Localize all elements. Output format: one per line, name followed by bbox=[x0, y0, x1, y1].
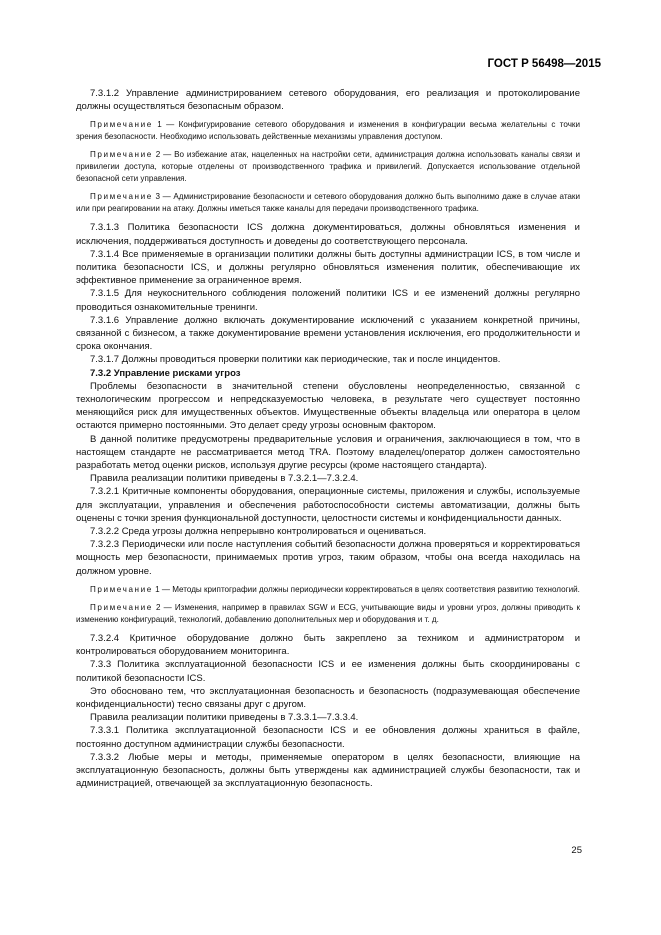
note-text: 3 — Администрирование безопасности и сетевого оборудования должно быть выполнимо даже в случае атаки или при реагировании на атаку. Должны иметься также каналы для передачи производственного трафика. bbox=[76, 192, 580, 214]
body-paragraph: 7.3.1.7 Должны проводиться проверки политики как периодические, так и после инцидентов. bbox=[90, 354, 501, 366]
body-paragraph: 7.3.2.3 Периодически или после наступления событий безопасности должна проверяться и корректироваться мощность мер безопасности, принимаемых против угроз, таким образом, чтобы она всегда находилась на должном уровне. bbox=[76, 539, 580, 577]
body-paragraph: 7.3.2.2 Среда угрозы должна непрерывно контролироваться и оцениваться. bbox=[90, 526, 427, 538]
body-paragraph: 7.3.1.6 Управление должно включать документирование исключений с указанием конкретной причины, связанной с бизнесом, а также документирование времени установления исключения, его продолжительности и срока окончания. bbox=[76, 314, 580, 353]
body-paragraph: 7.3.1.3 Политика безопасности ICS должна документироваться, должны обновляться изменения и исключения, поддерживаться доступность и доведены до соответствующего персонала. bbox=[76, 222, 580, 247]
page-number: 25 bbox=[571, 845, 582, 856]
note-label: Примечание bbox=[90, 602, 153, 612]
body-paragraph: 7.3.3.1 Политика эксплуатационной безопасности ICS и ее обновления должны храниться в файле, постоянно доступном администрации службы безопасности. bbox=[76, 725, 580, 750]
body-paragraph: 7.3.2.4 Критичное оборудование должно быть закреплено за техником и администратором и контролироваться оборудованием мониторинга. bbox=[76, 632, 580, 658]
document-body bbox=[76, 87, 580, 790]
body-paragraph: 7.3.1.5 Для неукоснительного соблюдения положений политики ICS и ее изменений должны регулярно проводиться ознакомительные тренинги. bbox=[76, 288, 580, 313]
body-paragraph: Правила реализации политики приведены в 7.3.3.1—7.3.3.4. bbox=[90, 712, 359, 724]
body-paragraph: Проблемы безопасности в значительной степени обусловлены неопределенностью, связанной с технологическим прогрессом и непредсказуемостью человека, в результате чего существует постоянно меняющийся риск для имущественных объектов. Имущественные объекты владельца или оператора в целом остаются примерно постоянными. Это делает среду угрозы основным фактором. bbox=[76, 380, 580, 432]
body-paragraph: В данной политике предусмотрены предварительные условия и ограничения, заключающиеся в том, что в настоящем стандарте не рассматривается метод TRA. Поэтому владелец/оператор должен самостоятельно разработать метод оценки рисков, используя другие ресурсы (кроме настоящего стандарта). bbox=[76, 433, 580, 472]
note-paragraph bbox=[76, 191, 580, 215]
section-heading: 7.3.2 Управление рисками угроз bbox=[90, 367, 241, 379]
note-label: Примечание bbox=[90, 584, 153, 594]
note-paragraph bbox=[76, 584, 580, 596]
note-text: 2 — Изменения, например в правилах SGW и ECG, учитывающие виды и уровни угроз, должны приводить к изменению конфигураций, технологий, добавлению дополнительных мер и оборудования и т. д. bbox=[76, 602, 580, 624]
note-label: Примечание bbox=[90, 120, 153, 130]
body-paragraph: Правила реализации политики приведены в 7.3.2.1—7.3.2.4. bbox=[90, 473, 359, 485]
note-paragraph bbox=[76, 119, 580, 143]
note-label: Примечание bbox=[90, 150, 153, 160]
note-text: 1 — Конфигурирование сетевого оборудования и изменения в конфигурации весьма желательны с точки зрения безопасности. Необходимо использовать действенные механизмы управления доступом. bbox=[76, 120, 580, 142]
note-text: 2 — Во избежание атак, нацеленных на настройки сети, администрация должна использовать каналы связи и привилегии доступа, которые отделены от производственного трафика и привилегий. Допускается использование отдельной безопасной сети управления. bbox=[76, 150, 580, 184]
body-paragraph: 7.3.2.1 Критичные компоненты оборудования, операционные системы, приложения и службы, используемые для эксплуатации, управления и обеспечения работоспособности системы автоматизации, должны быть оценены с точки зрения функциональной доступности, целостности системы и конфиденциальности данных. bbox=[76, 486, 580, 524]
note-label: Примечание bbox=[90, 192, 153, 202]
body-paragraph: 7.3.1.4 Все применяемые в организации политики должны быть доступны администрации ICS, в том числе и политика безопасности ICS, и должны регулярно обновляться изменения политик, обеспечивающие их эффективное применение за ограниченное время. bbox=[76, 248, 580, 287]
note-paragraph bbox=[76, 149, 580, 185]
body-paragraph: 7.3.3 Политика эксплуатационной безопасности ICS и ее изменения должны быть скоординированы с политикой безопасности ICS. bbox=[76, 659, 580, 684]
note-text: 1 — Методы криптографии должны периодически корректироваться в целях соответствия развитию технологий. bbox=[152, 584, 580, 594]
note-paragraph bbox=[76, 602, 580, 626]
body-paragraph: Это обосновано тем, что эксплуатационная безопасность и безопасность (подразумевающая обеспечение конфиденциальности) тесно связаны друг с другом. bbox=[76, 685, 580, 710]
document-code: ГОСТ Р 56498—2015 bbox=[487, 58, 601, 70]
body-paragraph: 7.3.3.2 Любые меры и методы, применяемые оператором в целях безопасности, влияющие на эксплуатационную безопасность, должны быть утверждены как администрацией службы безопасности, так и администрацией, отвечающей за эксплуатационную безопасность. bbox=[76, 751, 580, 790]
body-paragraph: 7.3.1.2 Управление администрированием сетевого оборудования, его реализация и протоколирование должны осуществляться безопасным образом. bbox=[76, 88, 580, 113]
